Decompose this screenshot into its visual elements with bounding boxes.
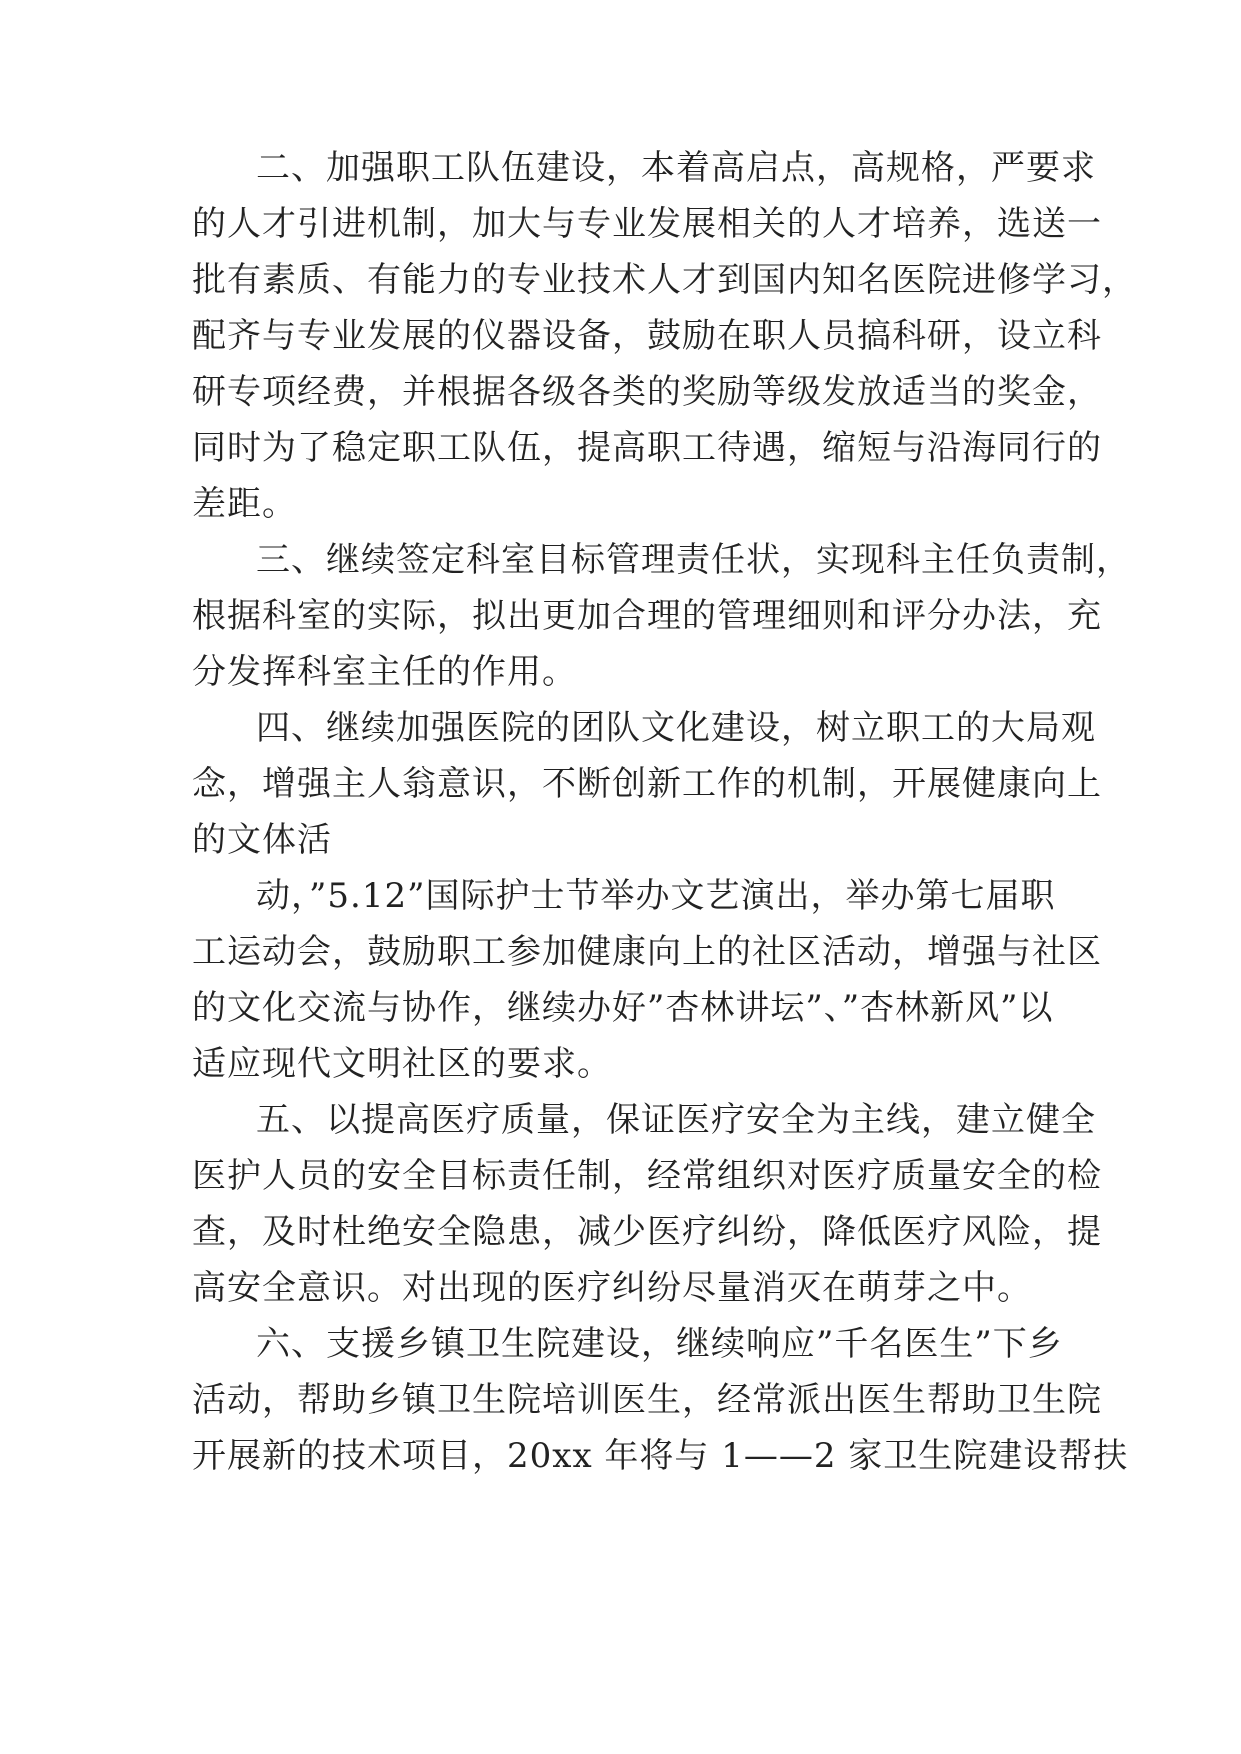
paragraph-2-line-1: 二、加强职工队伍建设，本着高启点，高规格，严要求 [256,148,1096,188]
paragraph-6-line-3: 开展新的技术项目，20xx 年将与 1——2 家卫生院建设帮扶 [192,1436,1129,1476]
paragraph-2-line-6: 同时为了稳定职工队伍，提高职工待遇，缩短与沿海同行的 [192,428,1102,468]
paragraph-5-line-1: 五、以提高医疗质量，保证医疗安全为主线，建立健全 [256,1100,1096,1140]
paragraph-3-line-1: 三、继续签定科室目标管理责任状，实现科主任负责制， [256,540,1131,580]
paragraph-4-line-3: 的文体活 [192,820,332,860]
paragraph-2-line-4: 配齐与专业发展的仪器设备，鼓励在职人员搞科研，设立科 [192,316,1102,356]
paragraph-6-line-1: 六、支援乡镇卫生院建设，继续响应”千名医生”下乡 [256,1324,1063,1364]
paragraph-4-line-2: 念，增强主人翁意识，不断创新工作的机制，开展健康向上 [192,764,1102,804]
paragraph-5-line-4: 高安全意识。对出现的医疗纠纷尽量消灭在萌芽之中。 [192,1268,1032,1308]
paragraph-4b-line-4: 适应现代文明社区的要求。 [192,1044,612,1084]
paragraph-4b-line-3: 的文化交流与协作，继续办好”杏林讲坛”、”杏林新风”以 [192,988,1054,1028]
paragraph-2-line-5: 研专项经费，并根据各级各类的奖励等级发放适当的奖金， [192,372,1102,412]
paragraph-3-line-3: 分发挥科室主任的作用。 [192,652,577,692]
paragraph-4-line-1: 四、继续加强医院的团队文化建设，树立职工的大局观 [256,708,1096,748]
paragraph-4b-line-2: 工运动会，鼓励职工参加健康向上的社区活动，增强与社区 [192,932,1102,972]
paragraph-3-line-2: 根据科室的实际，拟出更加合理的管理细则和评分办法，充 [192,596,1102,636]
paragraph-5-line-3: 查，及时杜绝安全隐患，减少医疗纠纷，降低医疗风险，提 [192,1212,1102,1252]
paragraph-5-line-2: 医护人员的安全目标责任制，经常组织对医疗质量安全的检 [192,1156,1102,1196]
paragraph-4b-line-1: 动，”5.12”国际护士节举办文艺演出，举办第七届职 [256,876,1056,916]
paragraph-6-line-2: 活动，帮助乡镇卫生院培训医生，经常派出医生帮助卫生院 [192,1380,1102,1420]
paragraph-2-line-3: 批有素质、有能力的专业技术人才到国内知名医院进修学习， [192,260,1137,300]
paragraph-2-line-7: 差距。 [192,484,297,524]
paragraph-2-line-2: 的人才引进机制，加大与专业发展相关的人才培养，选送一 [192,204,1102,244]
